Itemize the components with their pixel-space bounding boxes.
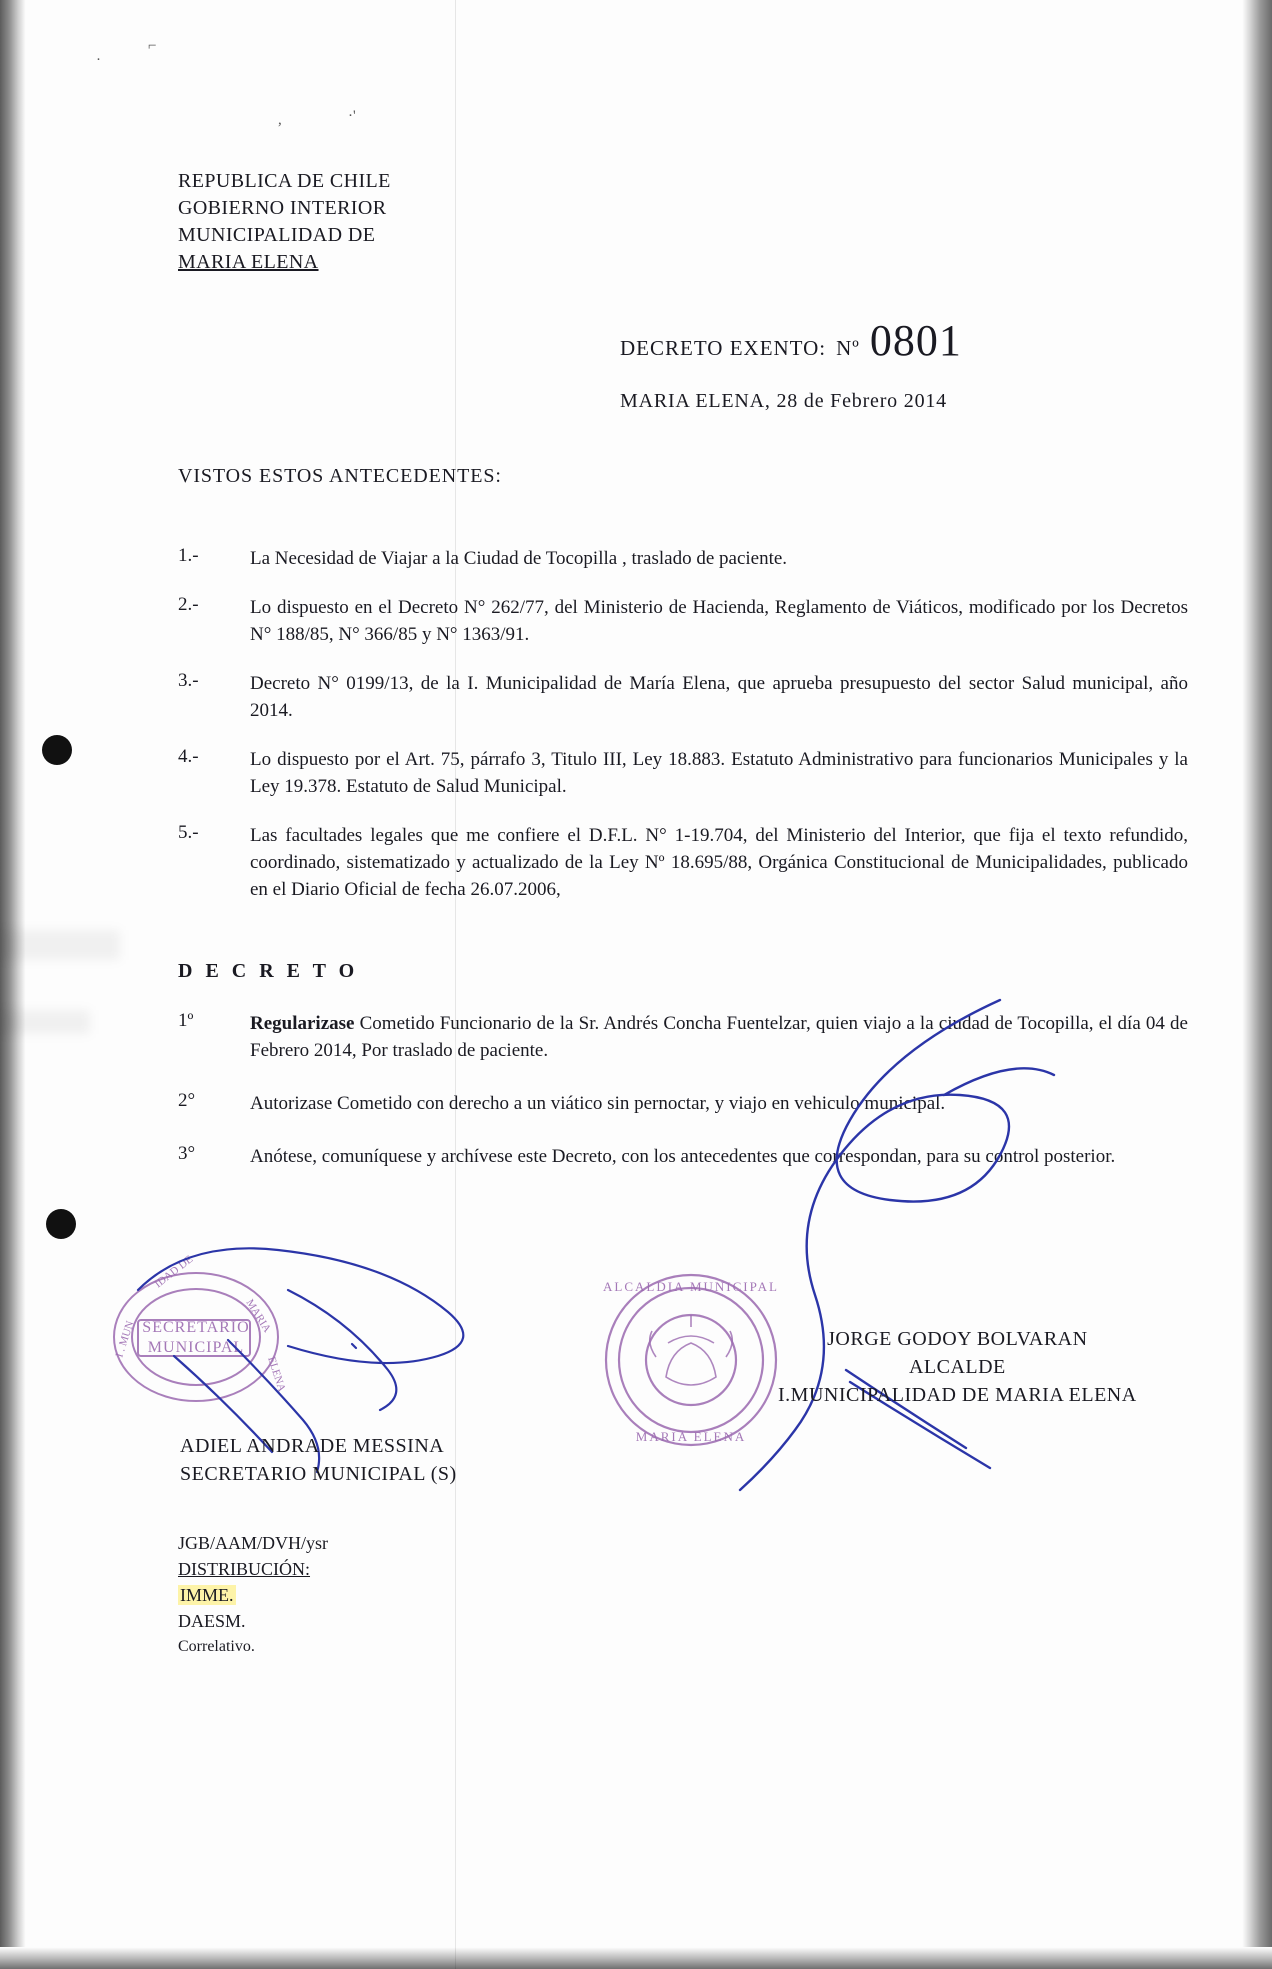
svg-text:IDAD DE: IDAD DE xyxy=(152,1253,196,1291)
distribution-item-1 xyxy=(178,1582,328,1608)
place-and-date: MARIA ELENA, 28 de Febrero 2014 xyxy=(620,390,947,412)
item-text: Lo dispuesto en el Decreto N° 262/77, del Ministerio de Hacienda, Reglamento de Viáticos, modificado por los Decretos N° 188/85, N° 366/85 y N° 1363/91. xyxy=(250,597,1188,645)
punch-hole-lower xyxy=(46,1209,76,1239)
punch-hole-upper xyxy=(42,735,72,765)
decision-number: 1º xyxy=(178,1010,194,1031)
footer-initials: JGB/AAM/DVH/ysr xyxy=(178,1533,329,1553)
decision-text xyxy=(250,1010,1188,1064)
secretario-name: ADIEL ANDRADE MESSINA xyxy=(180,1435,445,1457)
decision-body: Cometido Funcionario de la Sr. Andrés Concha Fuentelzar, quien viajo a la ciudad de Tocopilla, el día 04 de Febrero 2014, Por traslado de paciente. xyxy=(250,1013,1188,1061)
distribution-item-1-text: IMME. xyxy=(180,1585,234,1605)
list-item xyxy=(178,670,1188,724)
alcaldia-municipal-stamp xyxy=(596,1265,786,1455)
distribution-label: DISTRIBUCIÓN: xyxy=(178,1559,311,1579)
alcalde-title: ALCALDE xyxy=(908,1356,1006,1378)
alcalde-signature-block xyxy=(778,1325,1137,1409)
list-item xyxy=(178,822,1188,903)
alcalde-entity: I.MUNICIPALIDAD DE MARIA ELENA xyxy=(778,1384,1137,1406)
letterhead-line-4: MARIA ELENA xyxy=(178,251,319,273)
decision-number: 2° xyxy=(178,1090,196,1111)
pencil-mark-top-left: · xyxy=(96,52,101,68)
distribution-item-2: DAESM. xyxy=(178,1611,246,1631)
decision-item xyxy=(178,1143,1188,1170)
item-text: Decreto N° 0199/13, de la I. Municipalidad de María Elena, que aprueba presupuesto del sector Salud municipal, año 2014. xyxy=(250,673,1188,721)
decisiones-list xyxy=(178,1010,1188,1196)
svg-text:MARIA: MARIA xyxy=(243,1297,274,1335)
decreto-label: DECRETO EXENTO: xyxy=(620,336,827,360)
decision-item xyxy=(178,1090,1188,1117)
svg-text:ELENA: ELENA xyxy=(265,1355,288,1394)
vistos-title: VISTOS ESTOS ANTECEDENTES: xyxy=(178,465,502,487)
list-item xyxy=(178,594,1188,648)
item-text: La Necesidad de Viajar a la Ciudad de Tocopilla , traslado de paciente. xyxy=(250,548,788,569)
letterhead-line-3: MUNICIPALIDAD DE xyxy=(178,224,376,246)
distribution-item-3: Correlativo. xyxy=(178,1638,255,1655)
decision-item xyxy=(178,1010,1188,1064)
decreto-num-label: Nº xyxy=(836,336,860,360)
pencil-mark-top-dash: ⌐ xyxy=(148,38,157,54)
item-text: Lo dispuesto por el Art. 75, párrafo 3, Titulo III, Ley 18.883. Estatuto Administrativo para funcionarios Municipales y la Ley 19.378. Estatuto de Salud Municipal. xyxy=(250,749,1188,797)
decreto-number: 0801 xyxy=(869,316,962,365)
decision-lead: Regularizase xyxy=(250,1013,355,1034)
alcalde-name: JORGE GODOY BOLVARAN xyxy=(827,1328,1088,1350)
letterhead-line-1: REPUBLICA DE CHILE xyxy=(178,170,391,192)
svg-text:SECRETARIO: SECRETARIO xyxy=(142,1319,250,1336)
svg-text:MARIA ELENA: MARIA ELENA xyxy=(635,1429,747,1444)
item-number: 5.- xyxy=(178,822,199,843)
letterhead xyxy=(178,168,391,276)
item-text: Las facultades legales que me confiere el D.F.L. N° 1-19.704, del Ministerio del Interior, que fija el texto refundido, coordinado, sistematizado y actualizado de la Ley Nº 18.695/88, Orgánica Constitucional de Municipalidades, publicado en el Diario Oficial de fecha 26.07.2006, xyxy=(250,825,1188,900)
svg-text:MUNICIPAL: MUNICIPAL xyxy=(147,1339,245,1356)
svg-text:ALCALDIA MUNICIPAL: ALCALDIA MUNICIPAL xyxy=(603,1279,779,1294)
secretaria-municipal-stamp xyxy=(96,1253,296,1412)
antecedentes-list xyxy=(178,545,1188,925)
decreto-heading: D E C R E T O xyxy=(178,960,359,982)
list-item xyxy=(178,545,1188,572)
secretario-title: SECRETARIO MUNICIPAL (S) xyxy=(180,1463,457,1485)
svg-text:I . MUN: I . MUN xyxy=(113,1319,137,1359)
decision-number: 3° xyxy=(178,1143,196,1164)
decision-text: Autorizase Cometido con derecho a un viático sin pernoctar, y viajo en vehiculo municipal. xyxy=(250,1093,946,1114)
decreto-exento-line xyxy=(620,315,962,366)
item-number: 3.- xyxy=(178,670,199,691)
item-number: 2.- xyxy=(178,594,199,615)
pencil-mark-tick: ·' xyxy=(348,108,356,124)
decision-text: Anótese, comuníquese y archívese este Decreto, con los antecedentes que correspondan, para su control posterior. xyxy=(250,1146,1116,1167)
list-item xyxy=(178,746,1188,800)
secretario-signature-block xyxy=(180,1432,457,1488)
item-number: 4.- xyxy=(178,746,199,767)
item-number: 1.- xyxy=(178,545,199,566)
pencil-mark-comma: , xyxy=(278,112,282,128)
letterhead-line-2: GOBIERNO INTERIOR xyxy=(178,197,387,219)
footer-block xyxy=(178,1530,328,1660)
